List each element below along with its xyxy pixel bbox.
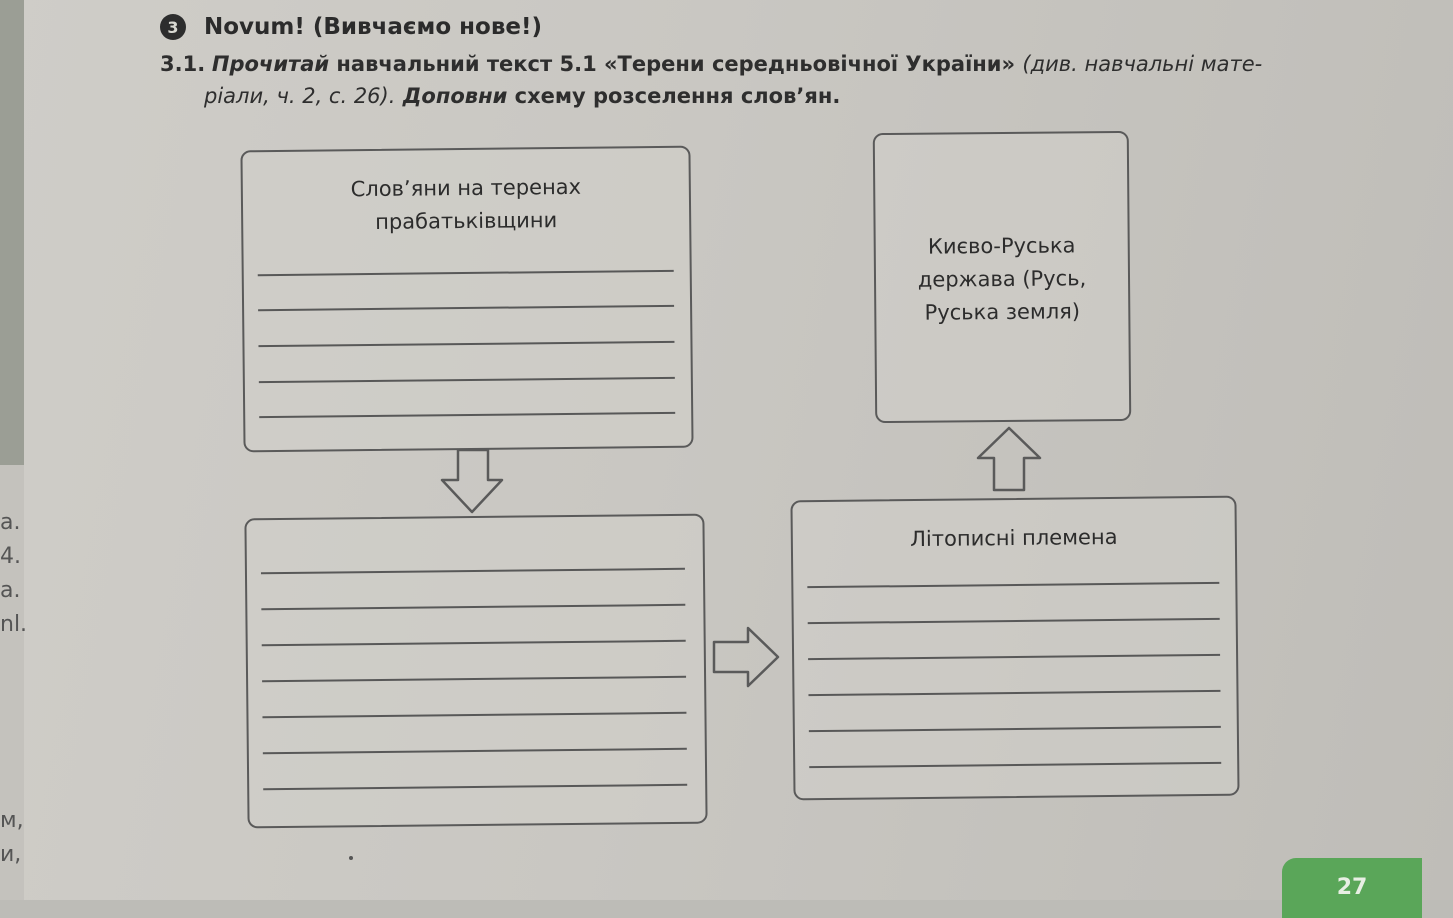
box-kyivan-rus: [873, 131, 1132, 423]
answer-line[interactable]: [258, 305, 674, 311]
answer-line[interactable]: [263, 784, 687, 790]
section-number-badge: 3: [160, 14, 186, 40]
answer-line[interactable]: [262, 640, 686, 646]
box-migration-stage: [244, 514, 707, 829]
answer-line[interactable]: [809, 762, 1221, 768]
margin-fragment: nl.: [0, 612, 28, 637]
margin-fragment: и,: [0, 842, 22, 867]
answer-line[interactable]: [808, 654, 1220, 660]
answer-line[interactable]: [808, 690, 1220, 696]
arrow-right-icon: [712, 624, 782, 690]
answer-line[interactable]: [808, 618, 1220, 624]
instruction-text-2: схему розселення слов’ян.: [507, 84, 841, 108]
box-slavs-title-line2: прабатьківщини: [375, 208, 558, 234]
answer-line[interactable]: [261, 568, 685, 574]
box-chronicle-tribes: [790, 496, 1239, 801]
margin-fragment: м,: [0, 808, 24, 833]
reference-text-cont: ріали, ч. 2, с. 26).: [204, 84, 396, 108]
margin-fragment: а.: [0, 510, 21, 535]
answer-line[interactable]: [259, 377, 675, 383]
answer-line[interactable]: [807, 582, 1219, 588]
margin-fragment: а.: [0, 578, 21, 603]
adjacent-page-edge: [0, 0, 24, 465]
section-header: [160, 14, 542, 40]
page-number: 27: [1282, 858, 1422, 918]
instruction-verb-2: Доповни: [395, 84, 508, 108]
box-tribes-title: Літописні племена: [910, 524, 1118, 552]
box-slavs-title-line1: Слов’яни на теренах: [350, 174, 582, 202]
arrow-up-icon: [974, 424, 1044, 494]
answer-line[interactable]: [259, 412, 675, 418]
reference-text: (див. навчальні мате-: [1022, 52, 1263, 76]
answer-line[interactable]: [258, 341, 674, 347]
section-title: Novum! (Вивчаємо нове!): [204, 14, 542, 40]
box-kyiv-line1: Києво-Руська: [927, 233, 1076, 259]
page-speck: [349, 856, 353, 860]
answer-line[interactable]: [261, 604, 685, 610]
box-kyiv-line3: Руська земля): [924, 299, 1081, 325]
margin-fragment: 4.: [0, 544, 21, 569]
task-instruction: [160, 48, 1300, 112]
box-slavs-homeland: [240, 146, 693, 453]
arrow-down-icon: [438, 448, 506, 516]
answer-line[interactable]: [809, 726, 1221, 732]
task-number: 3.1.: [160, 52, 206, 76]
answer-line[interactable]: [258, 270, 674, 276]
instruction-verb: Прочитай: [211, 52, 330, 76]
answer-line[interactable]: [262, 712, 686, 718]
box-kyiv-line2: держава (Русь,: [917, 266, 1087, 292]
answer-line[interactable]: [263, 748, 687, 754]
answer-line[interactable]: [262, 676, 686, 682]
instruction-text: навчальний текст 5.1 «Терени середньовічної України»: [329, 52, 1023, 76]
